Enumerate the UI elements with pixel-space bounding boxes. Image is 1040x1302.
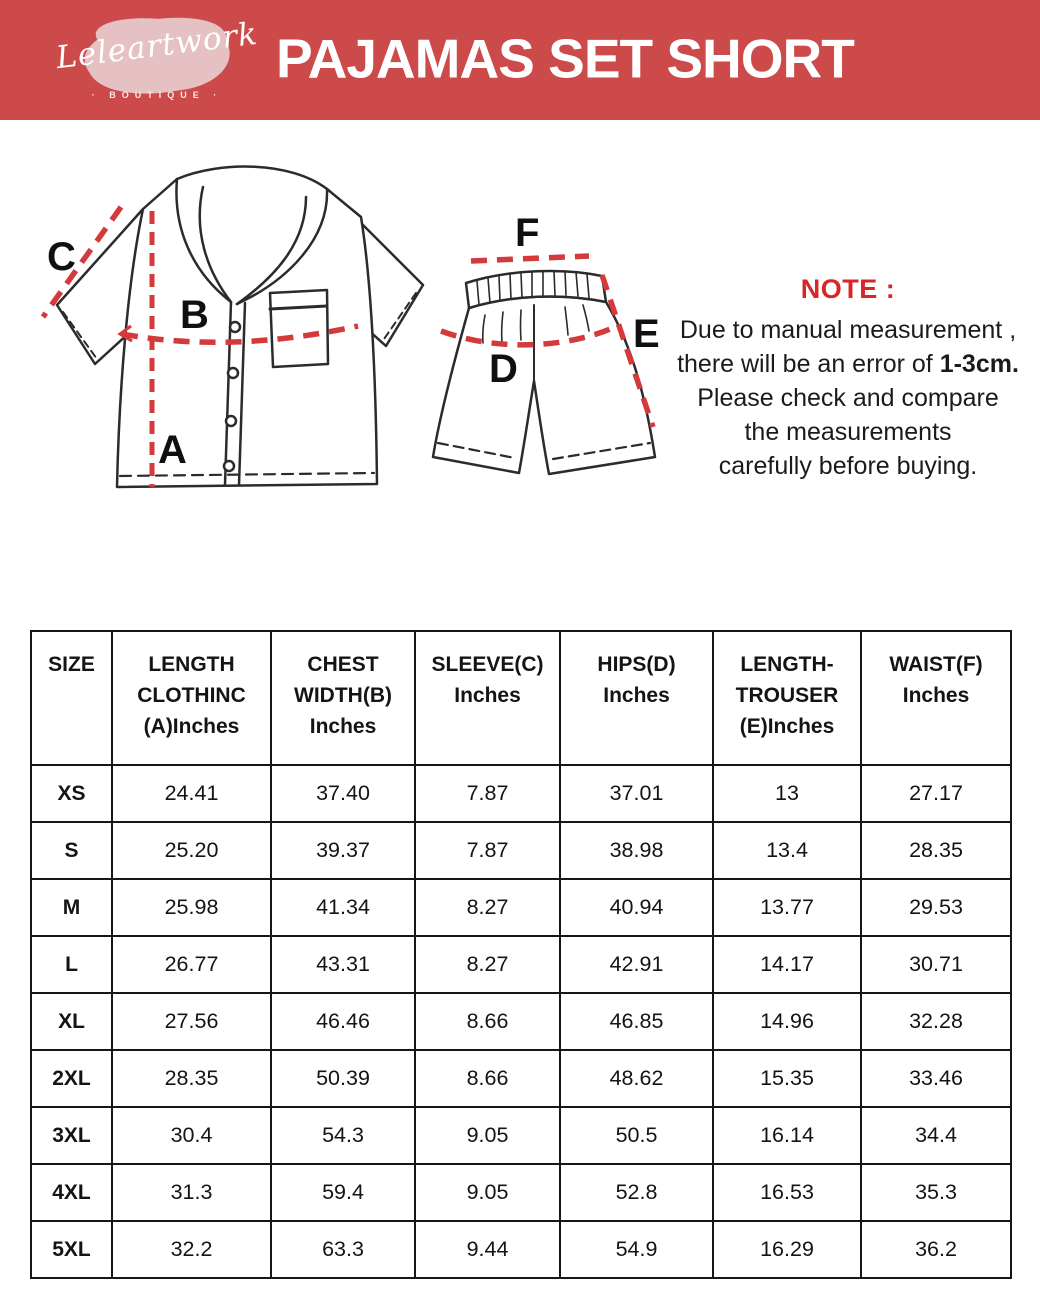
measurement-label-a: A: [158, 428, 187, 472]
shirt-button: [226, 416, 236, 426]
size-cell: 5XL: [31, 1221, 112, 1278]
size-table: [30, 630, 1012, 1279]
table-row: [31, 879, 1011, 936]
measurement-cell: 37.40: [271, 765, 415, 822]
size-cell: XS: [31, 765, 112, 822]
table-row: [31, 993, 1011, 1050]
measurement-cell: 16.14: [713, 1107, 861, 1164]
measurement-cell: 28.35: [112, 1050, 271, 1107]
measurement-cell: 48.62: [560, 1050, 713, 1107]
measurement-cell: 36.2: [861, 1221, 1011, 1278]
column-header: HIPS(D) Inches: [560, 631, 713, 765]
note-line-3: Please check and compare: [697, 384, 999, 412]
note-block: [670, 272, 1026, 483]
measurement-cell: 8.66: [415, 1050, 560, 1107]
measurement-cell: 46.46: [271, 993, 415, 1050]
measurement-cell: 13.77: [713, 879, 861, 936]
measurement-cell: 39.37: [271, 822, 415, 879]
measurement-cell: 13.4: [713, 822, 861, 879]
garment-diagram: [25, 135, 685, 545]
brand-name: Leleartwork: [54, 15, 260, 77]
table-row: [31, 1221, 1011, 1278]
measurement-cell: 31.3: [112, 1164, 271, 1221]
column-header: LENGTH CLOTHINC (A)Inches: [112, 631, 271, 765]
measurement-cell: 9.05: [415, 1164, 560, 1221]
measurement-cell: 43.31: [271, 936, 415, 993]
page-title: PAJAMAS SET SHORT: [276, 27, 854, 90]
size-cell: S: [31, 822, 112, 879]
measurement-cell: 42.91: [560, 936, 713, 993]
shirt-body: [117, 167, 377, 487]
size-table-header-row: [31, 631, 1011, 765]
shirt-drawing: [57, 167, 423, 487]
table-row: [31, 1107, 1011, 1164]
measurement-cell: 8.66: [415, 993, 560, 1050]
brand-logo: [52, 4, 262, 116]
shirt-pocket: [270, 290, 328, 367]
note-line-1: Due to manual measurement ,: [679, 316, 1017, 344]
note-line-2: there will be an error of 1-3cm.: [677, 350, 1019, 378]
column-header: LENGTH- TROUSER (E)Inches: [713, 631, 861, 765]
size-cell: 2XL: [31, 1050, 112, 1107]
measurement-cell: 16.53: [713, 1164, 861, 1221]
measurement-cell: 16.29: [713, 1221, 861, 1278]
measurement-cell: 28.35: [861, 822, 1011, 879]
measurement-cell: 27.17: [861, 765, 1011, 822]
measurement-cell: 25.20: [112, 822, 271, 879]
measurement-cell: 14.96: [713, 993, 861, 1050]
measurement-cell: 41.34: [271, 879, 415, 936]
note-line-4: the measurements: [744, 418, 952, 446]
measurement-cell: 33.46: [861, 1050, 1011, 1107]
measurement-cell: 15.35: [713, 1050, 861, 1107]
header-banner: [0, 0, 1040, 120]
measurement-cell: 29.53: [861, 879, 1011, 936]
measurement-cell: 52.8: [560, 1164, 713, 1221]
measurement-cell: 54.9: [560, 1221, 713, 1278]
measurement-cell: 30.71: [861, 936, 1011, 993]
size-cell: M: [31, 879, 112, 936]
shirt-button: [228, 368, 238, 378]
shirt-button: [224, 461, 234, 471]
brand-subtitle: · BOUTIQUE ·: [91, 90, 223, 100]
measurement-cell: 50.39: [271, 1050, 415, 1107]
measurement-cell: 8.27: [415, 936, 560, 993]
measurement-cell: 46.85: [560, 993, 713, 1050]
column-header: CHEST WIDTH(B) Inches: [271, 631, 415, 765]
size-table-body: [31, 765, 1011, 1278]
note-error-range: 1-3cm.: [939, 350, 1019, 378]
measurement-cell: 63.3: [271, 1221, 415, 1278]
column-header: WAIST(F) Inches: [861, 631, 1011, 765]
measurement-label-b: B: [180, 293, 209, 337]
measurement-cell: 7.87: [415, 765, 560, 822]
measurement-cell: 14.17: [713, 936, 861, 993]
measurement-cell: 35.3: [861, 1164, 1011, 1221]
measurement-cell: 24.41: [112, 765, 271, 822]
note-heading: NOTE :: [800, 274, 896, 304]
size-cell: L: [31, 936, 112, 993]
measurement-cell: 50.5: [560, 1107, 713, 1164]
measurement-cell: 13: [713, 765, 861, 822]
measurement-cell: 37.01: [560, 765, 713, 822]
note-line-5: carefully before buying.: [718, 452, 978, 480]
measurement-cell: 8.27: [415, 879, 560, 936]
measurement-cell: 9.05: [415, 1107, 560, 1164]
measurement-cell: 7.87: [415, 822, 560, 879]
measurement-cell: 59.4: [271, 1164, 415, 1221]
measurement-cell: 32.2: [112, 1221, 271, 1278]
table-row: [31, 1164, 1011, 1221]
measurement-cell: 34.4: [861, 1107, 1011, 1164]
measurement-cell: 9.44: [415, 1221, 560, 1278]
size-cell: 3XL: [31, 1107, 112, 1164]
size-cell: XL: [31, 993, 112, 1050]
column-header: SLEEVE(C) Inches: [415, 631, 560, 765]
measurement-cell: 30.4: [112, 1107, 271, 1164]
table-row: [31, 822, 1011, 879]
measurement-cell: 40.94: [560, 879, 713, 936]
measurement-cell: 38.98: [560, 822, 713, 879]
shirt-button: [230, 322, 240, 332]
measurement-cell: 54.3: [271, 1107, 415, 1164]
shorts-drawing: [433, 271, 655, 474]
measurement-cell: 26.77: [112, 936, 271, 993]
measurement-label-d: D: [489, 347, 518, 391]
column-header: SIZE: [31, 631, 112, 765]
measurement-label-c: C: [47, 235, 76, 279]
measurement-cell: 32.28: [861, 993, 1011, 1050]
measurement-label-e: E: [633, 312, 660, 356]
measurement-label-f: F: [515, 211, 540, 255]
table-row: [31, 765, 1011, 822]
measurement-line-f: [471, 256, 589, 261]
table-row: [31, 936, 1011, 993]
measurement-cell: 25.98: [112, 879, 271, 936]
measurement-cell: 27.56: [112, 993, 271, 1050]
size-cell: 4XL: [31, 1164, 112, 1221]
table-row: [31, 1050, 1011, 1107]
